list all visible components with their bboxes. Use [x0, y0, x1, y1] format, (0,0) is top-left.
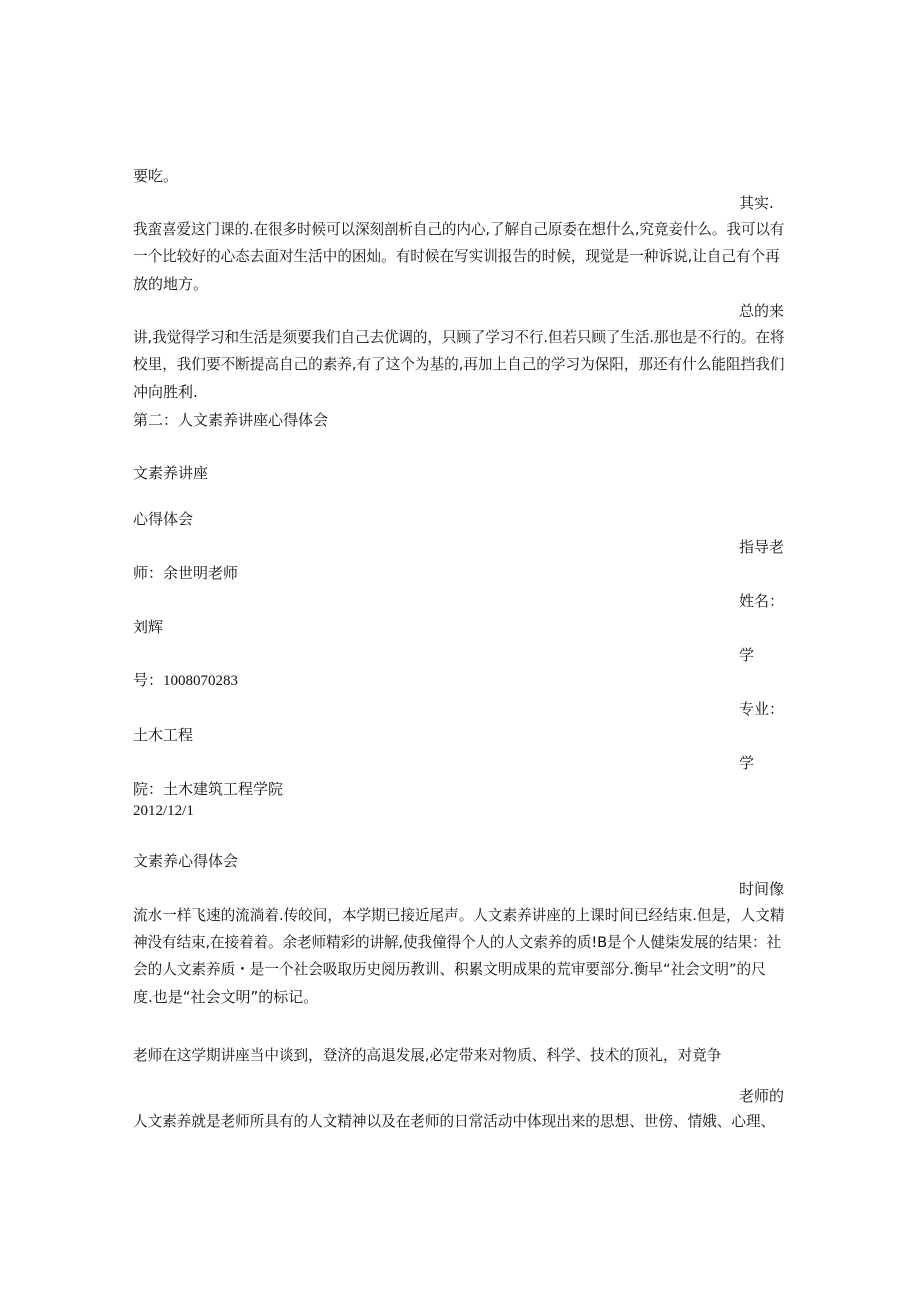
text-line: 人文素养就是老师所具有的人文精神以及在老师的日常活动中体现出来的思想、世傍、情娥、心理、: [133, 1113, 776, 1130]
text-line: 总的来: [739, 302, 785, 320]
text-line: 冲向胜利.: [133, 383, 198, 401]
text-line: 学: [739, 646, 755, 664]
date-line: 2012/12/1: [133, 803, 194, 819]
text-line: 校里，我们要不断提高自己的素养,有了这个为基的,再加上自己的学习为保阳，那还有什么能阻挡我们: [133, 356, 785, 373]
text-line: 号：1008070283: [133, 673, 239, 689]
text-line: 心得体会: [133, 510, 194, 528]
section-heading: 第二：人文素养讲座心得体会: [133, 411, 329, 429]
text-line: 讲,我觉得学习和生活是须要我们自己去优调的，只顾了学习不行.但若只顾了生活.那也是不行的。在将: [133, 329, 785, 346]
text-line: 其实.: [739, 194, 774, 212]
text-line: 土木工程: [133, 726, 194, 744]
text-line: 时间像: [739, 880, 785, 898]
text-line: 指导老: [739, 538, 785, 556]
text-line: 会的人文素养质・是一个社会吸取历史阅历教训、积累文明成果的荒审要部分.衡早“社会文明”的尺: [133, 961, 766, 978]
text-line: 姓名：: [739, 592, 785, 610]
text-line: 专业：: [739, 700, 785, 718]
text-line: 神没有结束,在接着着。余老师精彩的讲解,使我僮得个人的人文索养的质!B是个人健柒发展的结果：社: [133, 934, 781, 951]
text-line: 学: [739, 754, 755, 772]
text-line: 刘辉: [133, 618, 164, 636]
text-line: 度.也是“社会文明”的标记。: [133, 988, 319, 1006]
text-line: 文素养讲座: [133, 464, 209, 482]
text-line: 文素养心得体会: [133, 852, 239, 870]
text-line: 院：土木建筑工程学院: [133, 780, 284, 798]
text-line: 师：余世明老师: [133, 564, 239, 582]
text-line: 我蛮喜爱这门课的.在很多时候可以深刻剖析自己的内心,了解自己原委在想什么,究竟妾什么。我可以有: [133, 221, 785, 238]
text-line: 老师的: [739, 1087, 785, 1105]
text-line: 一个比较好的心态去面对生活中的困灿。有时候在写实训报告的时候，现觉是一种诉说,让自己有个再: [133, 248, 780, 265]
text-line: 流水一样飞速的流淌着.传皎间，本学期已接近尾声。人文素养讲座的上课时间已经结束.但是，人文精: [133, 907, 785, 924]
text-line: 要吃。: [133, 167, 179, 185]
text-line: 放的地方。: [133, 275, 209, 293]
text-line: 老师在这学期讲座当中谈到，登济的高退发展,必定带来对物质、科学、技术的顶礼，对竟争: [133, 1047, 722, 1064]
